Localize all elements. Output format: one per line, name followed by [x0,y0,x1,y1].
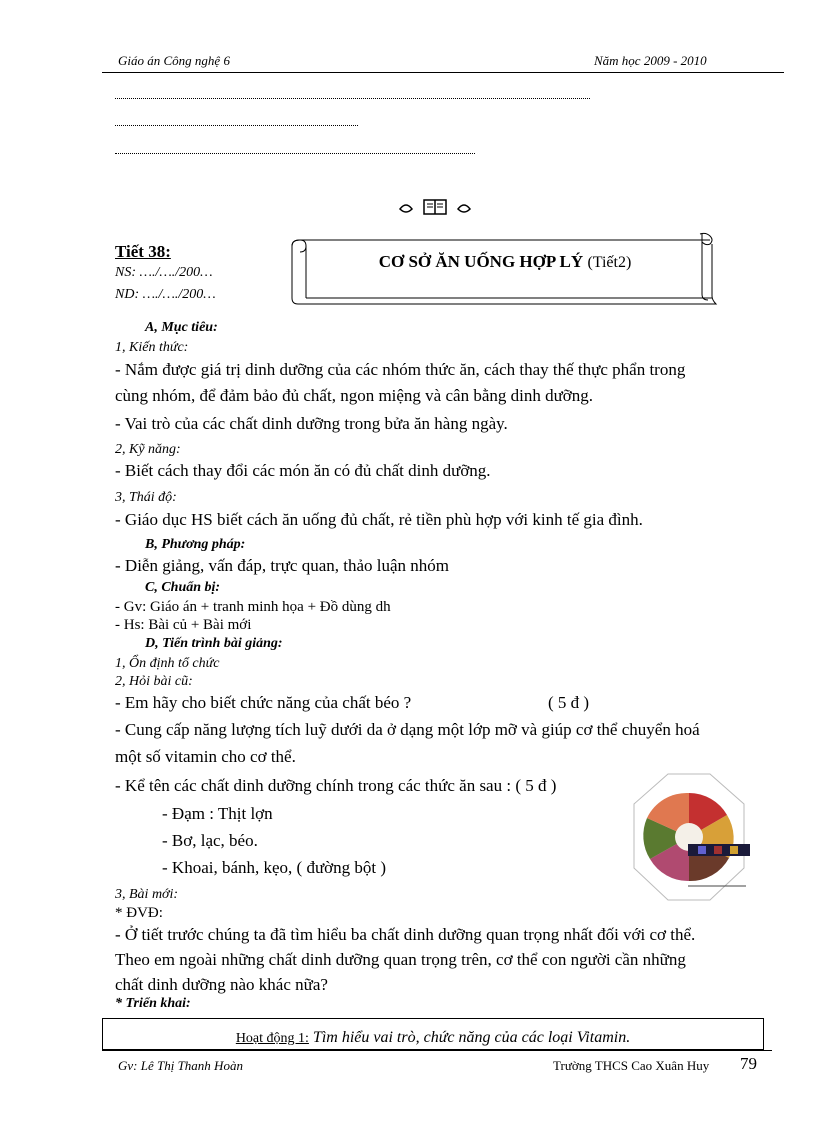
a3-paragraph-1: - Giáo dục HS biết cách ăn uống đủ chất, rẻ tiền phù hợp với kinh tế gia đình. [115,510,643,529]
header-right: Năm học 2009 - 2010 [594,53,707,68]
question-1-score: ( 5 đ ) [548,693,590,712]
c-teacher-prep: - Gv: Giáo án + tranh minh họa + Đồ dùng dh [115,599,391,615]
food-groups-illustration [628,768,750,906]
section-d-heading: D, Tiến trình bài giảng: [145,636,283,651]
activity-1-title [103,1029,763,1047]
lesson-ns: NS: …./…./200… [115,265,213,280]
book-ornament-icon [398,197,472,222]
lesson-title-sub: (Tiết2) [587,254,632,271]
blank-line-2 [115,125,358,126]
title-scroll-banner [290,232,720,306]
blank-line-3 [115,153,475,154]
answer-1-line-2: một số vitamin cho cơ thể. [115,747,296,766]
header-left: Giáo án Công nghệ 6 [118,53,230,68]
d2-heading: 2, Hỏi bài cũ: [115,674,193,689]
question-2: - Kể tên các chất dinh dưỡng chính trong các thức ăn sau : ( 5 đ ) [115,776,557,795]
lesson-title [290,252,720,272]
footer-school: Trường THCS Cao Xuân Huy [553,1058,710,1073]
lesson-period: Tiết 38: [115,242,171,261]
section-a3-heading: 3, Thái độ: [115,490,177,505]
answer-1-line-1: - Cung cấp năng lượng tích luỹ dưới da ở dạng một lớp mỡ và giúp cơ thể chuyển hoá [115,720,700,739]
dvd-line-3: chất dinh dưỡng nào khác nữa? [115,975,328,994]
lesson-title-main: CƠ SỞ ĂN UỐNG HỢP LÝ [378,252,584,271]
a1-paragraph-1-line-1: - Nắm được giá trị dinh dưỡng của các nhóm thức ăn, cách thay thế thực phẩn trong [115,360,686,379]
footer-teacher: Gv: Lê Thị Thanh Hoàn [118,1058,243,1073]
d1-heading: 1, Ổn định tổ chức [115,656,220,671]
question-2-item-c: - Khoai, bánh, kẹo, ( đường bột ) [162,858,387,877]
activity-1-box [102,1018,764,1050]
trienkhai-heading: * Triển khai: [115,996,191,1011]
dvd-heading: * ĐVĐ: [115,905,163,921]
question-2-item-a: - Đạm : Thịt lợn [162,804,273,823]
d3-heading: 3, Bài mới: [115,887,179,902]
section-a-heading: A, Mục tiêu: [145,320,218,335]
blank-line-1 [115,98,590,99]
a2-paragraph-1: - Biết cách thay đổi các món ăn có đủ chất dinh dưỡng. [115,461,491,480]
footer-rule [102,1050,772,1051]
activity-1-label: Hoạt động 1: [235,1031,309,1046]
a1-paragraph-1-line-2: cùng nhóm, để đảm bảo đủ chất, ngon miệng và cân bằng dinh dưỡng. [115,386,594,405]
question-2-item-b: - Bơ, lạc, béo. [162,831,258,850]
dvd-line-2: Theo em ngoài những chất dinh dưỡng quan trọng trên, cơ thể con người cần những [115,950,686,969]
b-paragraph-1: - Diễn giảng, vấn đáp, trực quan, thảo luận nhóm [115,556,450,575]
question-1: - Em hãy cho biết chức năng của chất béo ? [115,693,412,712]
footer-page-number: 79 [740,1054,757,1073]
c-student-prep: - Hs: Bài củ + Bài mới [115,617,252,633]
section-a2-heading: 2, Kỹ năng: [115,442,181,457]
section-b-heading: B, Phương pháp: [145,537,246,552]
lesson-nd: ND: …./…./200… [115,287,216,302]
activity-1-text: Tìm hiểu vai trò, chức năng của các loại Vitamin. [312,1029,631,1046]
a1-paragraph-2: - Vai trò của các chất dinh dưỡng trong bửa ăn hàng ngày. [115,414,508,433]
section-c-heading: C, Chuẩn bị: [145,580,221,595]
section-a1-heading: 1, Kiến thức: [115,340,189,355]
dvd-line-1: - Ở tiết trước chúng ta đã tìm hiểu ba chất dinh dưỡng quan trọng nhất đối với cơ thể. [115,925,696,944]
header-rule [102,72,784,73]
